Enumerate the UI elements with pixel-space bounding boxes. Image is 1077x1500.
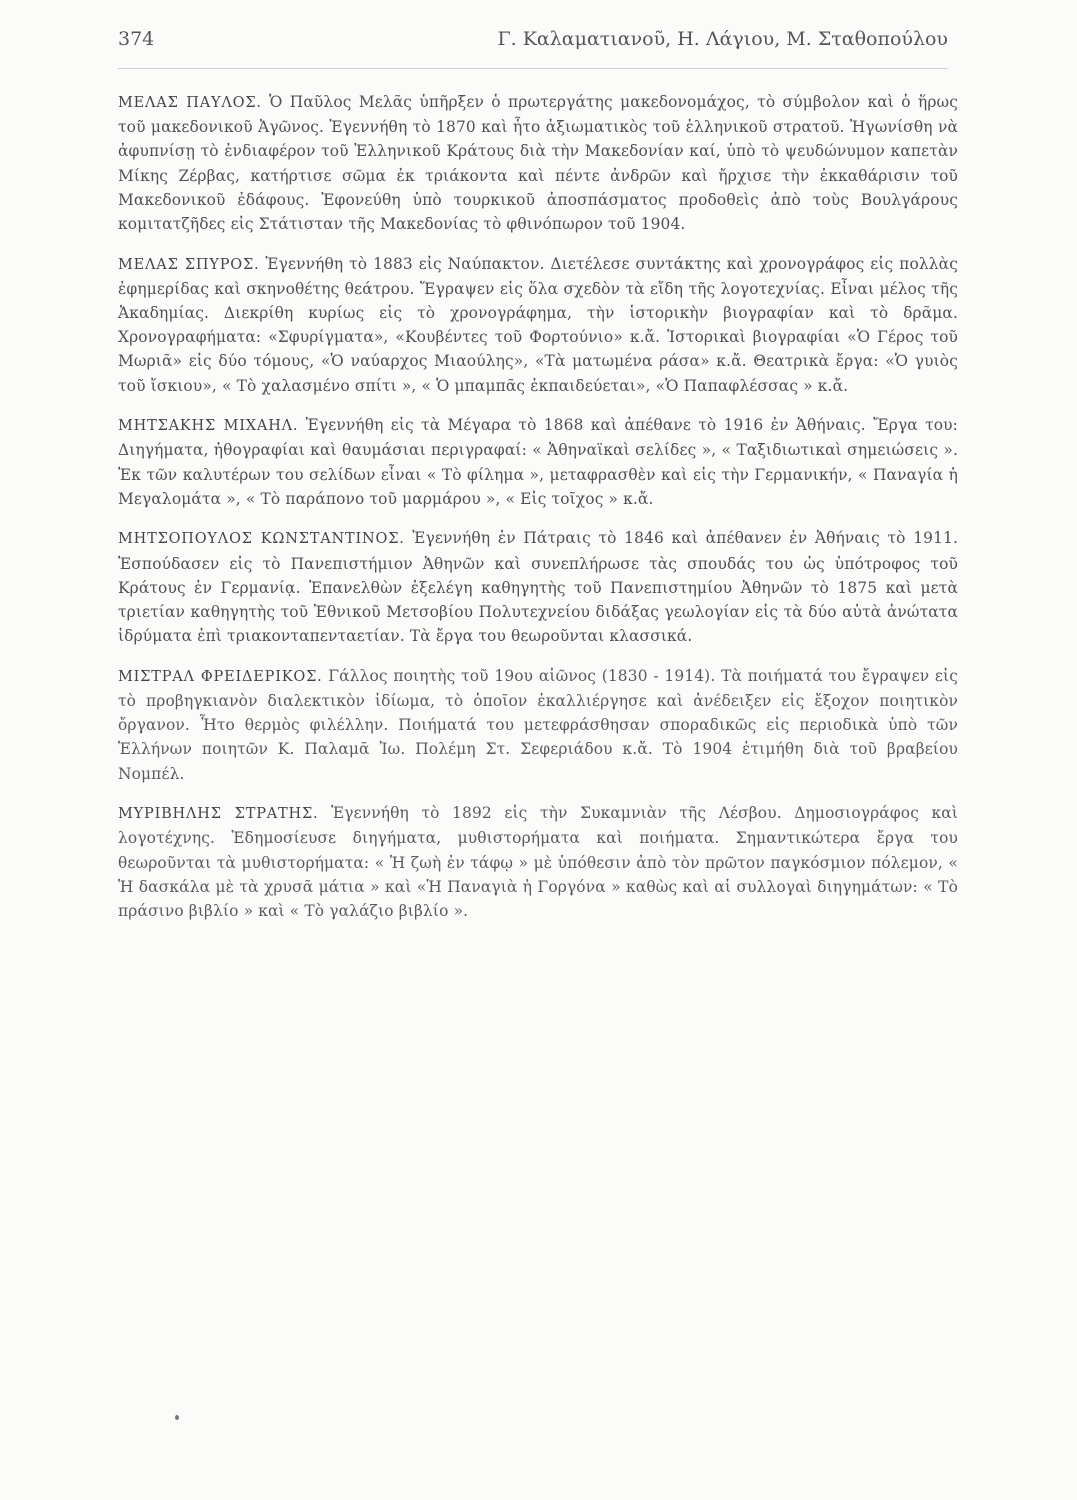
- entry-heading: ΜΥΡΙΒΗΛΗΣ ΣΤΡΑΤΗΣ.: [118, 806, 319, 823]
- entry-heading: ΜΕΛΑΣ ΣΠΥΡΟΣ.: [118, 256, 260, 273]
- entry-melas-pavlos: [118, 90, 958, 236]
- entry-text: Ἐγεννήθη τὸ 1883 εἰς Ναύπακτον. Διετέλεσε συντάκτης καὶ χρονογράφος εἰς πολλὰς ἐφημερίδας καὶ σκηνοθέτης θεάτρου. Ἔγραψεν εἰς ὅλα σχεδὸν τὰ εἴδη τῆς λογοτεχνίας. Εἶναι μέλος τῆς Ἀκαδημίας. Διεκρίθη κυρίως εἰς τὸ χρονογράφημα, τὴν ἱστορικὴν βιογραφίαν καὶ τὸ δρᾶμα. Χρονογραφήματα: «Σφυρίγματα», «Κουβέντες τοῦ Φορτούνιο» κ.ἄ. Ἱστορικαὶ βιογραφίαι «Ὁ Γέρος τοῦ Μωριᾶ» εἰς δύο τόμους, «Ὁ ναύαρχος Μιαούλης», «Τὰ ματωμένα ράσα» κ.ἄ. Θεατρικὰ ἔργα: «Ὁ γυιὸς τοῦ ἴσκιου», « Τὸ χαλασμένο σπίτι », « Ὁ μπαμπᾶς ἐκπαιδεύεται», «Ὁ Παπαφλέσσας » κ.ἄ.: [118, 254, 958, 395]
- entry-myrivilis-stratis: [118, 801, 958, 923]
- entry-mitsakis-michail: [118, 413, 958, 511]
- ink-speck: [175, 1415, 179, 1420]
- entry-text: Ὁ Παῦλος Μελᾶς ὑπῆρξεν ὁ πρωτεργάτης μακεδονομάχος, τὸ σύμβολον καὶ ὁ ἥρως τοῦ μακεδονικοῦ Ἀγῶνος. Ἐγεννήθη τὸ 1870 καὶ ἦτο ἀξιωματικὸς τοῦ ἑλληνικοῦ στρατοῦ. Ἠγωνίσθη νὰ ἀφυπνίσῃ τὸ ἐνδιαφέρον τοῦ Ἑλληνικοῦ Κράτους διὰ τὴν Μακεδονίαν καί, ὑπὸ τὸ ψευδώνυμον καπετὰν Μίκης Ζέρβας, κατήρτισε σῶμα ἐκ τριάκοντα καὶ πέντε ἀνδρῶν καὶ ἤρχισε τὴν ἐκκαθάρισιν τοῦ Μακεδονικοῦ ἐδάφους. Ἐφονεύθη ὑπὸ τουρκικοῦ ἀποσπάσματος προδοθεὶς ἀπὸ τοὺς Βουλγάρους κομιτατζῆδες εἰς Στάτισταν τῆς Μακεδονίας τὸ φθινόπωρον τοῦ 1904.: [118, 93, 959, 234]
- entry-heading: ΜΕΛΑΣ ΠΑΥΛΟΣ.: [118, 95, 262, 111]
- entry-text: Ἐγεννήθη εἰς τὰ Μέγαρα τὸ 1868 καὶ ἀπέθανε τὸ 1916 ἐν Ἀθήναις. Ἔργα του: Διηγήματα, ἠθογραφίαι καὶ θαυμάσιαι περιγραφαί: « Ἀθηναϊκαὶ σελίδες », « Ταξιδιωτικαὶ σημειώσεις ». Ἐκ τῶν καλυτέρων του σελίδων εἶναι « Τὸ φίλημα », μεταφρασθὲν καὶ εἰς τὴν Γερμανικήν, « Παναγία ἡ Μεγαλομάτα », « Τὸ παράπονο τοῦ μαρμάρου », « Εἰς τοῖχος » κ.ἄ.: [118, 416, 959, 508]
- entry-text: Γάλλος ποιητὴς τοῦ 19ου αἰῶνος (1830 - 1914). Τὰ ποιήματά του ἔγραψεν εἰς τὸ προβηγκιανὸν διαλεκτικὸν ἰδίωμα, τὸ ὁποῖον ἐκαλλιέργησε καὶ ἀνέδειξεν εἰς ἔξοχον ποιητικὸν ὄργανον. Ἦτο θερμὸς φιλέλλην. Ποιήματά του μετεφράσθησαν σποραδικῶς εἰς περιοδικὰ ὑπὸ τῶν Ἑλλήνων ποιητῶν Κ. Παλαμᾶ Ἰω. Πολέμη Στ. Σεφεριάδου κ.ἄ. Τὸ 1904 ἐτιμήθη διὰ τοῦ βραβείου Νομπέλ.: [118, 666, 958, 783]
- page-number: 374: [118, 28, 155, 50]
- running-head: [118, 28, 948, 62]
- entry-text: Ἐγεννήθη τὸ 1892 εἰς τὴν Συκαμνιὰν τῆς Λέσβου. Δημοσιογράφος καὶ λογοτέχνης. Ἐδημοσίευσε διηγήματα, μυθιστορήματα καὶ ποιήματα. Σημαντικώτερα ἔργα του θεωροῦνται τὰ μυθιστορήματα: « Ἡ ζωὴ ἐν τάφῳ » μὲ ὑπόθεσιν ἀπὸ τὸν πρῶτον παγκόσμιον πόλεμον, « Ἡ δασκάλα μὲ τὰ χρυσᾶ μάτια » καὶ «Ἡ Παναγιὰ ἡ Γοργόνα » καθὼς καὶ αἱ συλλογαὶ διηγημάτων: « Τὸ πράσινο βιβλίο » καὶ « Τὸ γαλάζιο βιβλίο ».: [118, 804, 958, 921]
- entry-heading: ΜΗΤΣΟΠΟΥΛΟΣ ΚΩΝΣΤΑΝΤΙΝΟΣ.: [118, 531, 405, 548]
- header-rule: [118, 68, 948, 69]
- entry-mitsopoulos-konstantinos: [118, 526, 958, 648]
- running-title: Γ. Καλαματιανοῦ, Η. Λάγιου, Μ. Σταθοπούλου: [497, 28, 948, 50]
- entry-melas-spyros: [118, 252, 958, 398]
- entry-list: [118, 90, 958, 932]
- entry-heading: ΜΙΣΤΡΑΛ ΦΡΕΙΔΕΡΙΚΟΣ.: [118, 668, 323, 685]
- entry-heading: ΜΗΤΣΑΚΗΣ ΜΙΧΑΗΛ.: [118, 418, 299, 435]
- entry-text: Ἐγεννήθη ἐν Πάτραις τὸ 1846 καὶ ἀπέθανεν ἐν Ἀθήναις τὸ 1911. Ἐσπούδασεν εἰς τὸ Πανεπιστήμιον Ἀθηνῶν καὶ συνεπλήρωσε τὰς σπουδάς του ὡς ὑπότροφος τοῦ Κράτους ἐν Γερμανίᾳ. Ἐπανελθὼν ἐξελέγη καθηγητὴς τοῦ Πανεπιστημίου Ἀθηνῶν τὸ 1875 καὶ μετὰ τριετίαν καθηγητὴς τοῦ Ἐθνικοῦ Μετσοβίου Πολυτεχνείου διδάξας γεωλογίαν εἰς τὰ δύο αὐτὰ ἀνώτατα ἱδρύματα ἐπὶ τριακονταπενταετίαν. Τὰ ἔργα του θεωροῦνται κλασσικά.: [118, 529, 959, 646]
- entry-mistral-freiderikos: [118, 664, 958, 786]
